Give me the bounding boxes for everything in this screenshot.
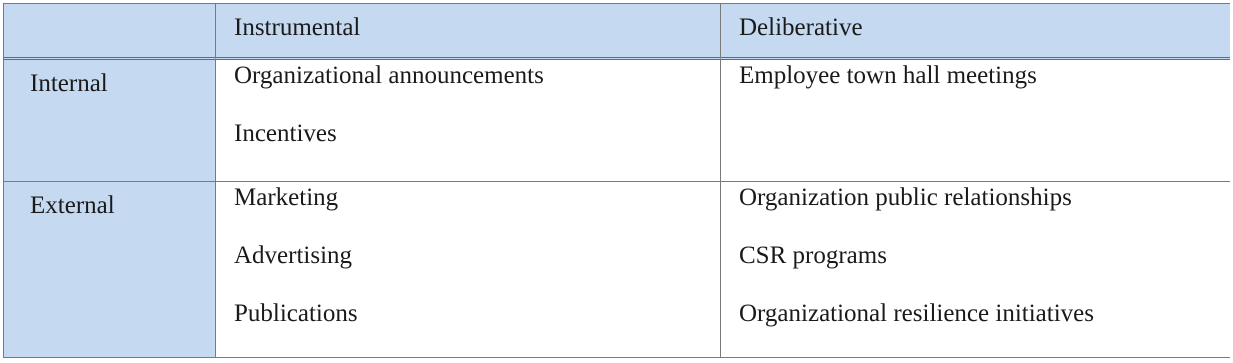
- external-instrumental-cell: [215, 182, 720, 357]
- list-item: Incentives: [234, 120, 337, 147]
- list-item: Advertising: [234, 242, 353, 269]
- communication-matrix-table: [3, 3, 1230, 358]
- list-item: Publications: [234, 300, 358, 327]
- header-cell-instrumental: Instrumental: [215, 4, 720, 60]
- list-item: Marketing: [234, 184, 339, 211]
- internal-instrumental-cell: [215, 60, 720, 182]
- list-item: Organization public relationships: [739, 184, 1072, 211]
- row-label-internal: Internal: [4, 60, 215, 182]
- list-item: Organizational announcements: [234, 62, 544, 89]
- header-cell-deliberative: Deliberative: [720, 4, 1230, 60]
- row-label-external: External: [4, 182, 215, 357]
- external-deliberative-cell: [720, 182, 1230, 357]
- list-item: Employee town hall meetings: [739, 62, 1037, 89]
- list-item: CSR programs: [739, 242, 887, 269]
- internal-deliberative-cell: [720, 60, 1230, 182]
- header-cell-corner: [4, 4, 215, 60]
- list-item: Organizational resilience initiatives: [739, 300, 1094, 327]
